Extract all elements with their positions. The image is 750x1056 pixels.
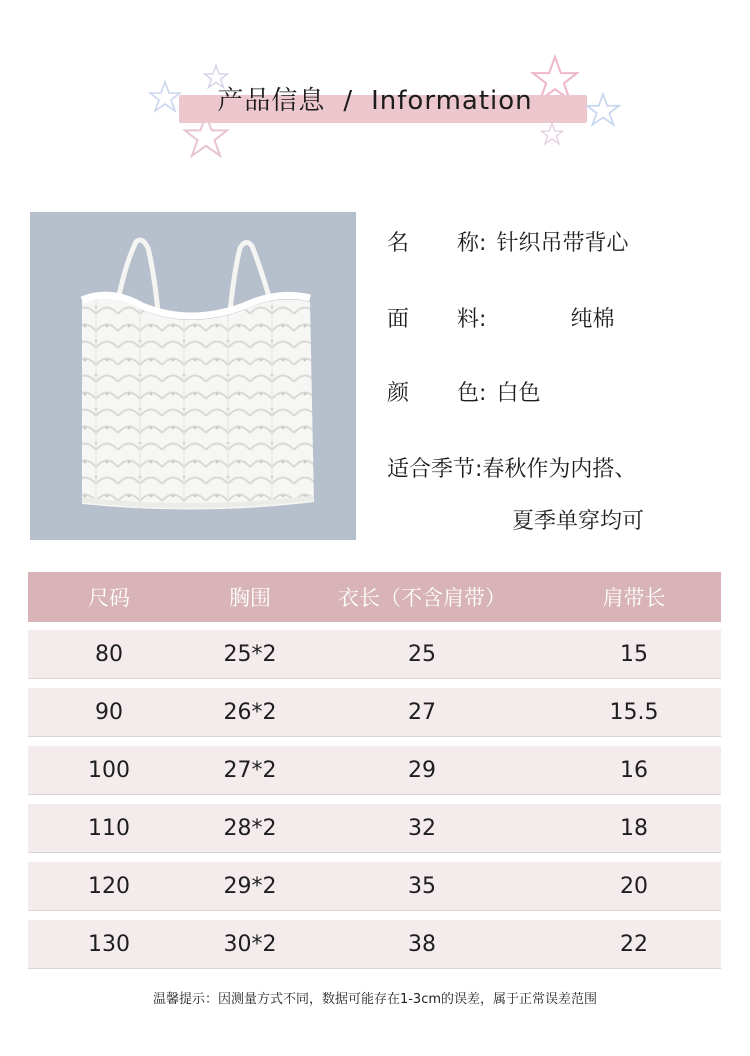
- star-icon: [540, 122, 564, 146]
- cell-length: 35: [408, 873, 436, 899]
- cell-length: 27: [408, 699, 436, 725]
- cell-size: 80: [95, 641, 123, 667]
- title-separator: /: [343, 86, 354, 116]
- cell-bust: 27*2: [223, 757, 277, 783]
- measurement-note: 温馨提示：因测量方式不同，数据可能存在1-3cm的误差，属于正常误差范围: [152, 992, 598, 1007]
- season-label: 适合季节:: [387, 457, 483, 482]
- table-row: [28, 746, 721, 795]
- title-chinese: 产品信息: [217, 86, 326, 116]
- cell-bust: 26*2: [223, 699, 277, 725]
- cell-bust: 25*2: [223, 641, 277, 667]
- cell-length: 38: [408, 931, 436, 957]
- header-length: 衣长（不含肩带）: [338, 586, 506, 610]
- cell-length: 25: [408, 641, 436, 667]
- color-label-char1: 颜: [387, 381, 410, 406]
- color-label-char2: 色:: [457, 381, 487, 406]
- cell-size: 110: [88, 815, 130, 841]
- cell-size: 90: [95, 699, 123, 725]
- cell-size: 100: [88, 757, 130, 783]
- material-label-char1: 面: [387, 307, 410, 332]
- info-name: [387, 226, 628, 257]
- info-season: [387, 452, 636, 483]
- cell-length: 29: [408, 757, 436, 783]
- material-value: 纯棉: [570, 307, 615, 332]
- name-label-char1: 名: [387, 231, 410, 256]
- season-value-line1: 春秋作为内搭、: [482, 457, 637, 482]
- header-bust: 胸围: [229, 586, 271, 610]
- title-english: Information: [371, 86, 533, 116]
- name-label-char2: 称:: [457, 231, 487, 256]
- table-row: [28, 688, 721, 737]
- cell-size: 120: [88, 873, 130, 899]
- product-image: [30, 212, 356, 540]
- page-title: [0, 80, 750, 120]
- cell-strap: 18: [620, 815, 648, 841]
- name-value: 针织吊带背心: [496, 231, 629, 256]
- info-material: [387, 302, 614, 333]
- table-row: [28, 630, 721, 679]
- cell-strap: 22: [620, 931, 648, 957]
- table-row: [28, 920, 721, 969]
- cell-bust: 30*2: [223, 931, 277, 957]
- cell-strap: 15.5: [609, 699, 659, 725]
- cell-size: 130: [88, 931, 130, 957]
- cell-strap: 15: [620, 641, 648, 667]
- cell-bust: 28*2: [223, 815, 277, 841]
- info-season-line2: [512, 504, 644, 535]
- cell-length: 32: [408, 815, 436, 841]
- table-row: [28, 804, 721, 853]
- camisole-illustration: [30, 212, 356, 540]
- size-table-header: [28, 572, 721, 622]
- cell-strap: 16: [620, 757, 648, 783]
- cell-bust: 29*2: [223, 873, 277, 899]
- header-size: 尺码: [88, 586, 130, 610]
- color-value: 白色: [496, 381, 541, 406]
- season-value-line2: 夏季单穿均可: [512, 509, 645, 534]
- header-strap: 肩带长: [602, 586, 666, 610]
- material-label-char2: 料:: [457, 307, 487, 332]
- info-color: [387, 376, 540, 407]
- table-row: [28, 862, 721, 911]
- cell-strap: 20: [620, 873, 648, 899]
